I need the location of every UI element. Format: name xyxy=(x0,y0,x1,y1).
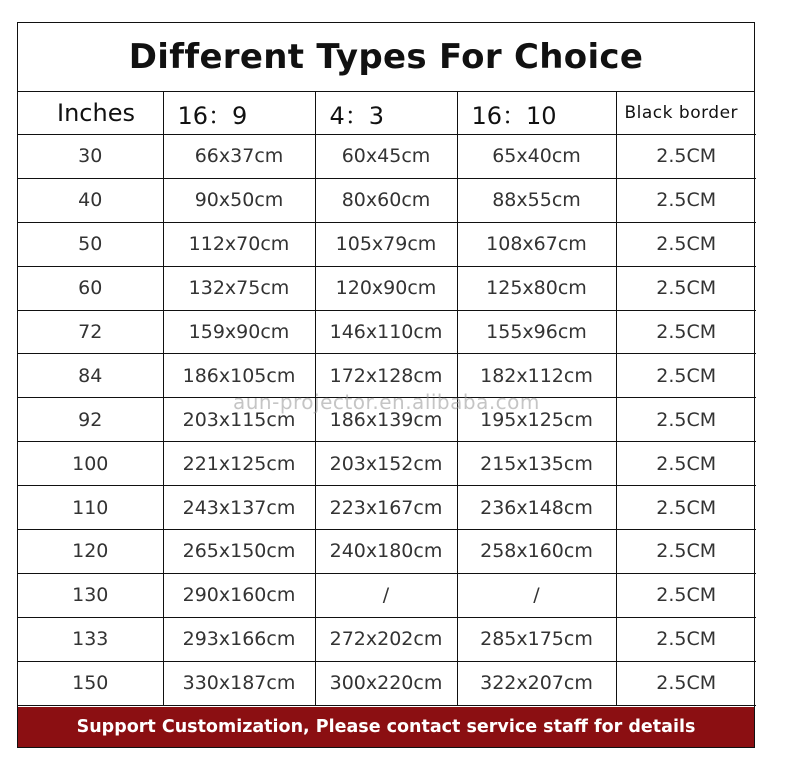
table-row xyxy=(18,310,756,354)
cell-inches: 133 xyxy=(18,617,163,661)
cell-size-16-10: / xyxy=(457,573,616,617)
cell-black-border: 2.5CM xyxy=(616,617,756,661)
cell-size-4-3: 240x180cm xyxy=(315,530,457,574)
cell-size-16-9: 159x90cm xyxy=(163,310,315,354)
cell-size-4-3: 300x220cm xyxy=(315,661,457,705)
cell-size-16-10: 88x55cm xyxy=(457,178,616,222)
table-body xyxy=(18,135,756,706)
cell-inches: 50 xyxy=(18,222,163,266)
cell-size-16-10: 108x67cm xyxy=(457,222,616,266)
page-title: Different Types For Choice xyxy=(18,23,754,92)
cell-size-16-10: 322x207cm xyxy=(457,661,616,705)
cell-black-border: 2.5CM xyxy=(616,266,756,310)
watermark: aun-projector.en.alibaba.com xyxy=(233,390,540,414)
table-row xyxy=(18,266,756,310)
cell-black-border: 2.5CM xyxy=(616,442,756,486)
cell-size-16-9: 66x37cm xyxy=(163,135,315,179)
cell-black-border: 2.5CM xyxy=(616,354,756,398)
cell-black-border: 2.5CM xyxy=(616,661,756,705)
cell-inches: 30 xyxy=(18,135,163,179)
cell-size-16-9: 243x137cm xyxy=(163,486,315,530)
table-row xyxy=(18,398,756,442)
column-header-16-9: 16：9 xyxy=(163,92,315,135)
size-table xyxy=(18,92,756,706)
footer-banner: Support Customization, Please contact service staff for details xyxy=(18,707,754,747)
table-row xyxy=(18,442,756,486)
cell-size-16-9: 265x150cm xyxy=(163,530,315,574)
cell-size-16-9: 203x115cm xyxy=(163,398,315,442)
cell-size-4-3: 146x110cm xyxy=(315,310,457,354)
cell-inches: 60 xyxy=(18,266,163,310)
cell-inches: 150 xyxy=(18,661,163,705)
table-row xyxy=(18,222,756,266)
cell-black-border: 2.5CM xyxy=(616,222,756,266)
column-header-inches: Inches xyxy=(18,92,163,135)
cell-size-4-3: 223x167cm xyxy=(315,486,457,530)
cell-size-16-9: 290x160cm xyxy=(163,573,315,617)
table-row xyxy=(18,178,756,222)
table-header-row xyxy=(18,92,756,135)
cell-size-16-10: 65x40cm xyxy=(457,135,616,179)
cell-size-16-9: 186x105cm xyxy=(163,354,315,398)
cell-inches: 72 xyxy=(18,310,163,354)
cell-size-16-9: 112x70cm xyxy=(163,222,315,266)
cell-size-4-3: 105x79cm xyxy=(315,222,457,266)
cell-size-4-3: 120x90cm xyxy=(315,266,457,310)
cell-black-border: 2.5CM xyxy=(616,178,756,222)
cell-size-4-3: 186x139cm xyxy=(315,398,457,442)
cell-size-4-3: 272x202cm xyxy=(315,617,457,661)
size-chart xyxy=(17,22,755,748)
cell-size-16-10: 258x160cm xyxy=(457,530,616,574)
table-row xyxy=(18,573,756,617)
cell-black-border: 2.5CM xyxy=(616,135,756,179)
cell-black-border: 2.5CM xyxy=(616,398,756,442)
cell-inches: 100 xyxy=(18,442,163,486)
cell-size-16-10: 215x135cm xyxy=(457,442,616,486)
cell-size-4-3: 203x152cm xyxy=(315,442,457,486)
cell-size-16-9: 221x125cm xyxy=(163,442,315,486)
cell-size-16-10: 125x80cm xyxy=(457,266,616,310)
table-row xyxy=(18,661,756,705)
column-header-16-10: 16：10 xyxy=(457,92,616,135)
cell-inches: 92 xyxy=(18,398,163,442)
cell-size-16-10: 236x148cm xyxy=(457,486,616,530)
table-row xyxy=(18,530,756,574)
cell-inches: 40 xyxy=(18,178,163,222)
cell-black-border: 2.5CM xyxy=(616,310,756,354)
cell-inches: 84 xyxy=(18,354,163,398)
table-row xyxy=(18,354,756,398)
cell-size-16-10: 195x125cm xyxy=(457,398,616,442)
column-header-black-border: Black border xyxy=(616,92,756,135)
cell-black-border: 2.5CM xyxy=(616,573,756,617)
cell-black-border: 2.5CM xyxy=(616,486,756,530)
cell-size-16-10: 182x112cm xyxy=(457,354,616,398)
cell-size-4-3: 172x128cm xyxy=(315,354,457,398)
table-row xyxy=(18,486,756,530)
cell-size-16-9: 132x75cm xyxy=(163,266,315,310)
column-header-4-3: 4：3 xyxy=(315,92,457,135)
table-row xyxy=(18,617,756,661)
cell-size-4-3: 60x45cm xyxy=(315,135,457,179)
cell-inches: 110 xyxy=(18,486,163,530)
cell-size-16-10: 155x96cm xyxy=(457,310,616,354)
cell-size-4-3: 80x60cm xyxy=(315,178,457,222)
cell-size-16-9: 90x50cm xyxy=(163,178,315,222)
cell-black-border: 2.5CM xyxy=(616,530,756,574)
cell-size-16-10: 285x175cm xyxy=(457,617,616,661)
cell-size-4-3: / xyxy=(315,573,457,617)
table-row xyxy=(18,135,756,179)
cell-size-16-9: 293x166cm xyxy=(163,617,315,661)
cell-inches: 120 xyxy=(18,530,163,574)
cell-inches: 130 xyxy=(18,573,163,617)
cell-size-16-9: 330x187cm xyxy=(163,661,315,705)
